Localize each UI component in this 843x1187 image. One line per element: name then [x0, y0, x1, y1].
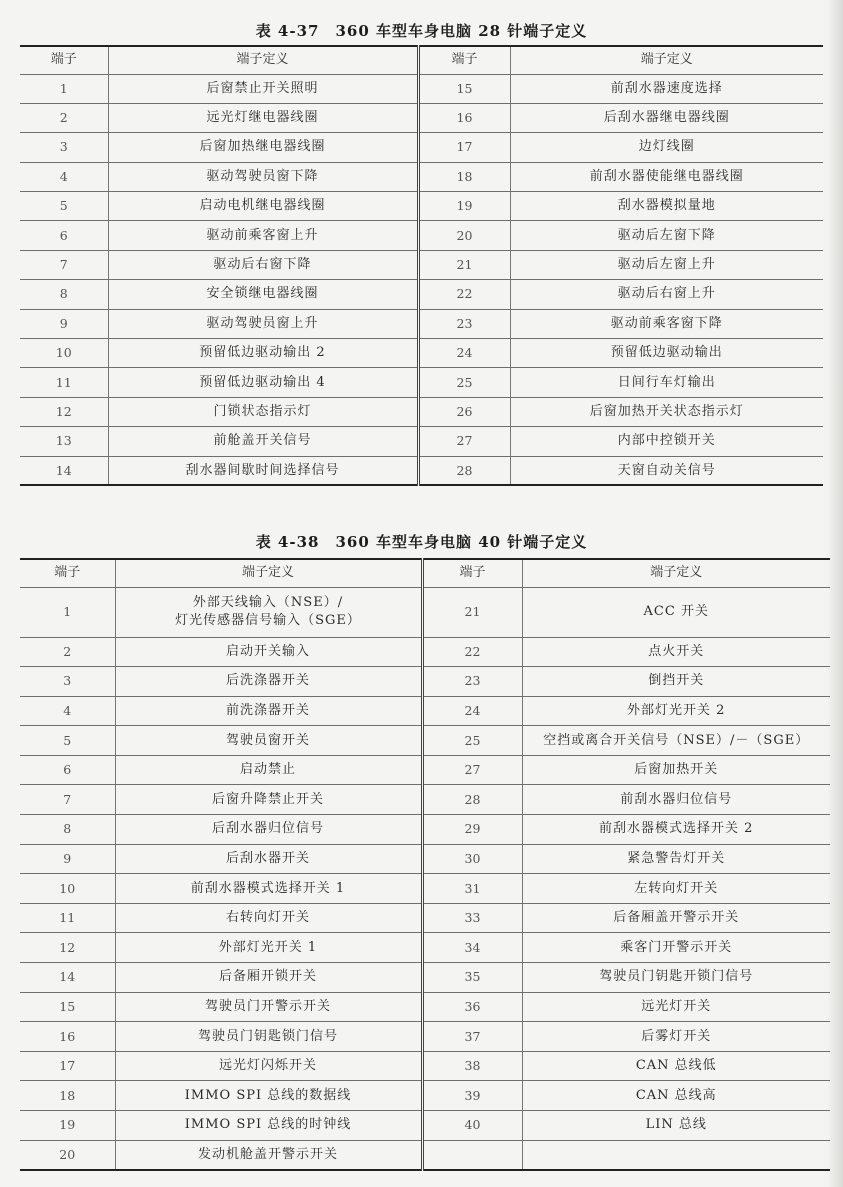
pin-number: 2	[20, 637, 115, 667]
pin-definition: 日间行车灯输出	[510, 368, 823, 397]
pin-definition: 预留低边驱动输出 2	[108, 339, 418, 368]
table-row	[20, 963, 830, 993]
pin-definition: 驱动后左窗上升	[510, 250, 823, 279]
pin-number: 35	[422, 963, 522, 993]
table-row	[20, 368, 823, 397]
table-row	[20, 339, 823, 368]
pin-number: 5	[20, 726, 115, 756]
pin-number: 8	[20, 815, 115, 845]
pin-number: 40	[422, 1111, 522, 1141]
table-row	[20, 309, 823, 338]
pin-number: 17	[418, 133, 510, 162]
table-row	[20, 1081, 830, 1111]
pin-definition: 后雾灯开关	[522, 1022, 830, 1052]
pin-number: 25	[418, 368, 510, 397]
pin-number: 27	[422, 755, 522, 785]
pin-definition: 前刮水器模式选择开关 2	[522, 815, 830, 845]
table-caption-40pin: 表 4-38 360 车型车身电脑 40 针端子定义	[255, 533, 588, 551]
header-definition: 端子定义	[108, 46, 418, 74]
table-row	[20, 726, 830, 756]
pin-definition: 安全锁继电器线圈	[108, 280, 418, 309]
pin-number: 38	[422, 1051, 522, 1081]
pin-table-28	[20, 45, 823, 486]
pin-definition	[115, 587, 422, 637]
table-row	[20, 844, 830, 874]
pin-number: 3	[20, 667, 115, 697]
pin-table-40	[20, 558, 830, 1171]
pin-definition-line: 灯光传感器信号输入（SGE）	[175, 613, 361, 628]
pin-number: 29	[422, 815, 522, 845]
pin-number: 15	[418, 74, 510, 103]
pin-number: 21	[418, 250, 510, 279]
pin-definition: 前刮水器归位信号	[522, 785, 830, 815]
pin-number: 2	[20, 103, 108, 132]
pin-definition: 刮水器模拟量地	[510, 192, 823, 221]
pin-definition: 前刮水器使能继电器线圈	[510, 162, 823, 191]
pin-definition: 左转向灯开关	[522, 874, 830, 904]
header-pin: 端子	[20, 559, 115, 587]
table-row	[20, 250, 823, 279]
header-definition: 端子定义	[115, 559, 422, 587]
table-row	[20, 815, 830, 845]
table-row	[20, 992, 830, 1022]
pin-definition: 后窗加热继电器线圈	[108, 133, 418, 162]
pin-definition: 内部中控锁开关	[510, 427, 823, 456]
pin-definition: 点火开关	[522, 637, 830, 667]
pin-definition: 远光灯继电器线圈	[108, 103, 418, 132]
pin-number: 24	[418, 339, 510, 368]
table-header-row	[20, 559, 830, 587]
pin-definition: 预留低边驱动输出	[510, 339, 823, 368]
pin-definition: LIN 总线	[522, 1111, 830, 1141]
pin-definition: 后窗加热开关	[522, 755, 830, 785]
pin-definition: 后刮水器开关	[115, 844, 422, 874]
table-row	[20, 280, 823, 309]
pin-number	[422, 1140, 522, 1170]
table-row	[20, 1111, 830, 1141]
pin-number: 19	[20, 1111, 115, 1141]
table-row	[20, 637, 830, 667]
pin-definition: 发动机舱盖开警示开关	[115, 1140, 422, 1170]
pin-definition: 边灯线圈	[510, 133, 823, 162]
pin-definition: 驱动驾驶员窗上升	[108, 309, 418, 338]
pin-definition: 驱动后右窗下降	[108, 250, 418, 279]
pin-number: 8	[20, 280, 108, 309]
pin-definition: 后洗涤器开关	[115, 667, 422, 697]
pin-number: 6	[20, 221, 108, 250]
pin-number: 16	[20, 1022, 115, 1052]
pin-definition: 启动开关输入	[115, 637, 422, 667]
pin-definition	[522, 1140, 830, 1170]
pin-definition: 右转向灯开关	[115, 903, 422, 933]
pin-definition: 驱动前乘客窗上升	[108, 221, 418, 250]
pin-definition: 后窗加热开关状态指示灯	[510, 397, 823, 426]
pin-number: 17	[20, 1051, 115, 1081]
pin-definition: 倒挡开关	[522, 667, 830, 697]
pin-number: 36	[422, 992, 522, 1022]
pin-definition: CAN 总线高	[522, 1081, 830, 1111]
pin-number: 14	[20, 456, 108, 485]
pin-number: 1	[20, 74, 108, 103]
pin-definition: 紧急警告灯开关	[522, 844, 830, 874]
pin-number: 12	[20, 397, 108, 426]
pin-definition: 后窗禁止开关照明	[108, 74, 418, 103]
pin-definition: 门锁状态指示灯	[108, 397, 418, 426]
pin-number: 21	[422, 587, 522, 637]
table-row	[20, 103, 823, 132]
table-row	[20, 133, 823, 162]
pin-definition: 驱动驾驶员窗下降	[108, 162, 418, 191]
pin-definition: 远光灯开关	[522, 992, 830, 1022]
table-row	[20, 587, 830, 637]
pin-number: 30	[422, 844, 522, 874]
table-row	[20, 696, 830, 726]
pin-definition: 启动电机继电器线圈	[108, 192, 418, 221]
pin-number: 19	[418, 192, 510, 221]
table-row	[20, 162, 823, 191]
pin-definition: 驾驶员窗开关	[115, 726, 422, 756]
pin-number: 39	[422, 1081, 522, 1111]
pin-definition: 乘客门开警示开关	[522, 933, 830, 963]
pin-number: 4	[20, 696, 115, 726]
pin-definition: IMMO SPI 总线的数据线	[115, 1081, 422, 1111]
pin-number: 10	[20, 339, 108, 368]
pin-definition: 前洗涤器开关	[115, 696, 422, 726]
pin-number: 26	[418, 397, 510, 426]
pin-number: 31	[422, 874, 522, 904]
pin-definition: 远光灯闪烁开关	[115, 1051, 422, 1081]
pin-number: 10	[20, 874, 115, 904]
pin-number: 4	[20, 162, 108, 191]
pin-number: 22	[422, 637, 522, 667]
pin-definition: 前刮水器模式选择开关 1	[115, 874, 422, 904]
table-row	[20, 903, 830, 933]
pin-definition: 后刮水器继电器线圈	[510, 103, 823, 132]
pin-number: 13	[20, 427, 108, 456]
pin-number: 28	[422, 785, 522, 815]
table-row	[20, 785, 830, 815]
pin-number: 9	[20, 309, 108, 338]
pin-definition: 后备厢开锁开关	[115, 963, 422, 993]
table-row	[20, 933, 830, 963]
table-row	[20, 74, 823, 103]
pin-definition: 驱动后左窗下降	[510, 221, 823, 250]
pin-definition: 刮水器间歇时间选择信号	[108, 456, 418, 485]
pin-definition: 驱动前乘客窗下降	[510, 309, 823, 338]
table-row	[20, 397, 823, 426]
pin-number: 7	[20, 785, 115, 815]
pin-number: 12	[20, 933, 115, 963]
table-row	[20, 192, 823, 221]
pin-definition: CAN 总线低	[522, 1051, 830, 1081]
pin-number: 1	[20, 587, 115, 637]
pin-number: 33	[422, 903, 522, 933]
pin-definition: 后刮水器归位信号	[115, 815, 422, 845]
table-row	[20, 667, 830, 697]
table-row	[20, 1140, 830, 1170]
table-row	[20, 1051, 830, 1081]
pin-definition: 外部灯光开关 2	[522, 696, 830, 726]
pin-number: 14	[20, 963, 115, 993]
table-row	[20, 427, 823, 456]
pin-number: 25	[422, 726, 522, 756]
pin-definition: 驾驶员门钥匙锁门信号	[115, 1022, 422, 1052]
pin-number: 28	[418, 456, 510, 485]
pin-definition: ACC 开关	[522, 587, 830, 637]
pin-number: 6	[20, 755, 115, 785]
pin-definition-line: 外部天线输入（NSE）/	[192, 595, 344, 610]
table-header-row	[20, 46, 823, 74]
pin-number: 16	[418, 103, 510, 132]
pin-definition: 后窗升降禁止开关	[115, 785, 422, 815]
table-row	[20, 874, 830, 904]
pin-definition: 空挡或离合开关信号（NSE）/－（SGE）	[522, 726, 830, 756]
table-row	[20, 755, 830, 785]
pin-number: 9	[20, 844, 115, 874]
pin-number: 11	[20, 368, 108, 397]
table-row	[20, 1022, 830, 1052]
pin-number: 23	[418, 309, 510, 338]
pin-definition: 外部灯光开关 1	[115, 933, 422, 963]
pin-number: 11	[20, 903, 115, 933]
pin-number: 15	[20, 992, 115, 1022]
pin-definition: 驾驶员门钥匙开锁门信号	[522, 963, 830, 993]
pin-definition: 启动禁止	[115, 755, 422, 785]
pin-number: 20	[418, 221, 510, 250]
pin-definition: 前刮水器速度选择	[510, 74, 823, 103]
header-pin: 端子	[418, 46, 510, 74]
table-caption-28pin: 表 4-37 360 车型车身电脑 28 针端子定义	[255, 22, 588, 40]
header-pin: 端子	[20, 46, 108, 74]
header-definition: 端子定义	[522, 559, 830, 587]
pin-number: 27	[418, 427, 510, 456]
header-definition: 端子定义	[510, 46, 823, 74]
pin-number: 37	[422, 1022, 522, 1052]
pin-definition: 预留低边驱动输出 4	[108, 368, 418, 397]
pin-definition: 驱动后右窗上升	[510, 280, 823, 309]
pin-number: 20	[20, 1140, 115, 1170]
header-pin: 端子	[422, 559, 522, 587]
table-row	[20, 221, 823, 250]
pin-number: 3	[20, 133, 108, 162]
pin-definition: IMMO SPI 总线的时钟线	[115, 1111, 422, 1141]
pin-number: 23	[422, 667, 522, 697]
pin-definition: 后备厢盖开警示开关	[522, 903, 830, 933]
pin-definition: 天窗自动关信号	[617, 462, 716, 478]
pin-definition: 驾驶员门开警示开关	[115, 992, 422, 1022]
pin-number: 18	[418, 162, 510, 191]
pin-number: 34	[422, 933, 522, 963]
table-row	[20, 456, 823, 485]
pin-number: 18	[20, 1081, 115, 1111]
pin-number: 7	[20, 250, 108, 279]
pin-definition: 前舱盖开关信号	[108, 427, 418, 456]
pin-number: 22	[418, 280, 510, 309]
pin-number: 24	[422, 696, 522, 726]
pin-number: 5	[20, 192, 108, 221]
